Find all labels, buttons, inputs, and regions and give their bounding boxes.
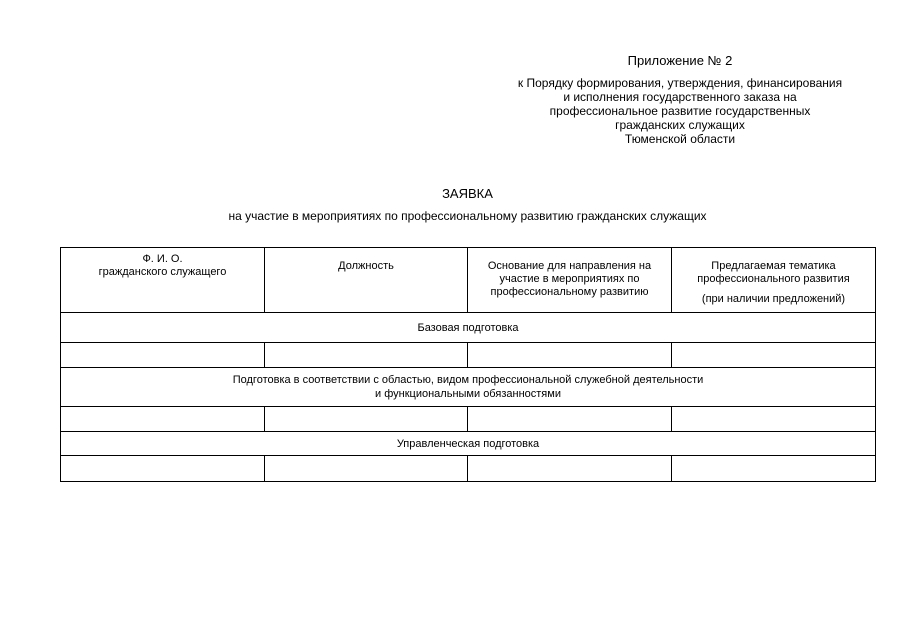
table-row bbox=[61, 407, 876, 432]
section-row-base bbox=[61, 313, 876, 343]
table-cell bbox=[265, 407, 468, 432]
section-specialized-line: и функциональными обязанностями bbox=[375, 388, 561, 400]
header-basis-line: Основание для направления на bbox=[487, 260, 652, 272]
appendix-reference-line: Тюменской области bbox=[624, 132, 736, 146]
table-row bbox=[61, 343, 876, 368]
table-cell bbox=[265, 343, 468, 368]
header-full-name bbox=[61, 248, 265, 313]
header-topics-line: Предлагаемая тематика bbox=[711, 260, 836, 272]
table-cell bbox=[61, 343, 265, 368]
table-cell bbox=[468, 407, 672, 432]
table-cell bbox=[468, 456, 672, 482]
header-position bbox=[265, 248, 468, 313]
section-specialized-label bbox=[61, 368, 876, 407]
header-topics bbox=[672, 248, 876, 313]
header-topics-line: (при наличии предложений) bbox=[701, 293, 846, 305]
application-table bbox=[60, 247, 876, 482]
section-management-label: Управленческая подготовка bbox=[61, 432, 876, 456]
appendix-reference-line: профессиональное развитие государственных bbox=[549, 104, 811, 118]
appendix-reference-line: гражданских служащих bbox=[615, 118, 745, 132]
section-base-label: Базовая подготовка bbox=[61, 313, 876, 343]
table-row bbox=[61, 456, 876, 482]
table-header-row bbox=[61, 248, 876, 313]
table-cell bbox=[672, 343, 876, 368]
header-topics-line: профессионального развития bbox=[697, 273, 850, 285]
table-cell bbox=[61, 456, 265, 482]
section-row-specialized bbox=[61, 368, 876, 407]
header-basis-line: профессиональному развитию bbox=[490, 286, 649, 298]
header-full-name-line: Ф. И. О. bbox=[142, 253, 183, 265]
appendix-title: Приложение № 2 bbox=[627, 53, 733, 68]
header-position-line: Должность bbox=[338, 260, 394, 272]
table-cell bbox=[468, 343, 672, 368]
table-cell bbox=[265, 456, 468, 482]
appendix-reference-line: и исполнения государственного заказа на bbox=[563, 90, 797, 104]
section-row-management bbox=[61, 432, 876, 456]
table-cell bbox=[672, 456, 876, 482]
appendix-reference bbox=[470, 76, 890, 146]
document-subtitle: на участие в мероприятиях по профессиональному развитию гражданских служащих bbox=[228, 209, 707, 223]
appendix-reference-line: к Порядку формирования, утверждения, финансирования bbox=[517, 76, 843, 90]
table-cell bbox=[672, 407, 876, 432]
header-full-name-line: гражданского служащего bbox=[98, 266, 227, 278]
section-specialized-line: Подготовка в соответствии с областью, видом профессиональной служебной деятельности bbox=[232, 374, 704, 386]
header-basis bbox=[468, 248, 672, 313]
document-title: ЗАЯВКА bbox=[442, 186, 493, 201]
table-cell bbox=[61, 407, 265, 432]
header-basis-line: участие в мероприятиях по bbox=[499, 273, 640, 285]
